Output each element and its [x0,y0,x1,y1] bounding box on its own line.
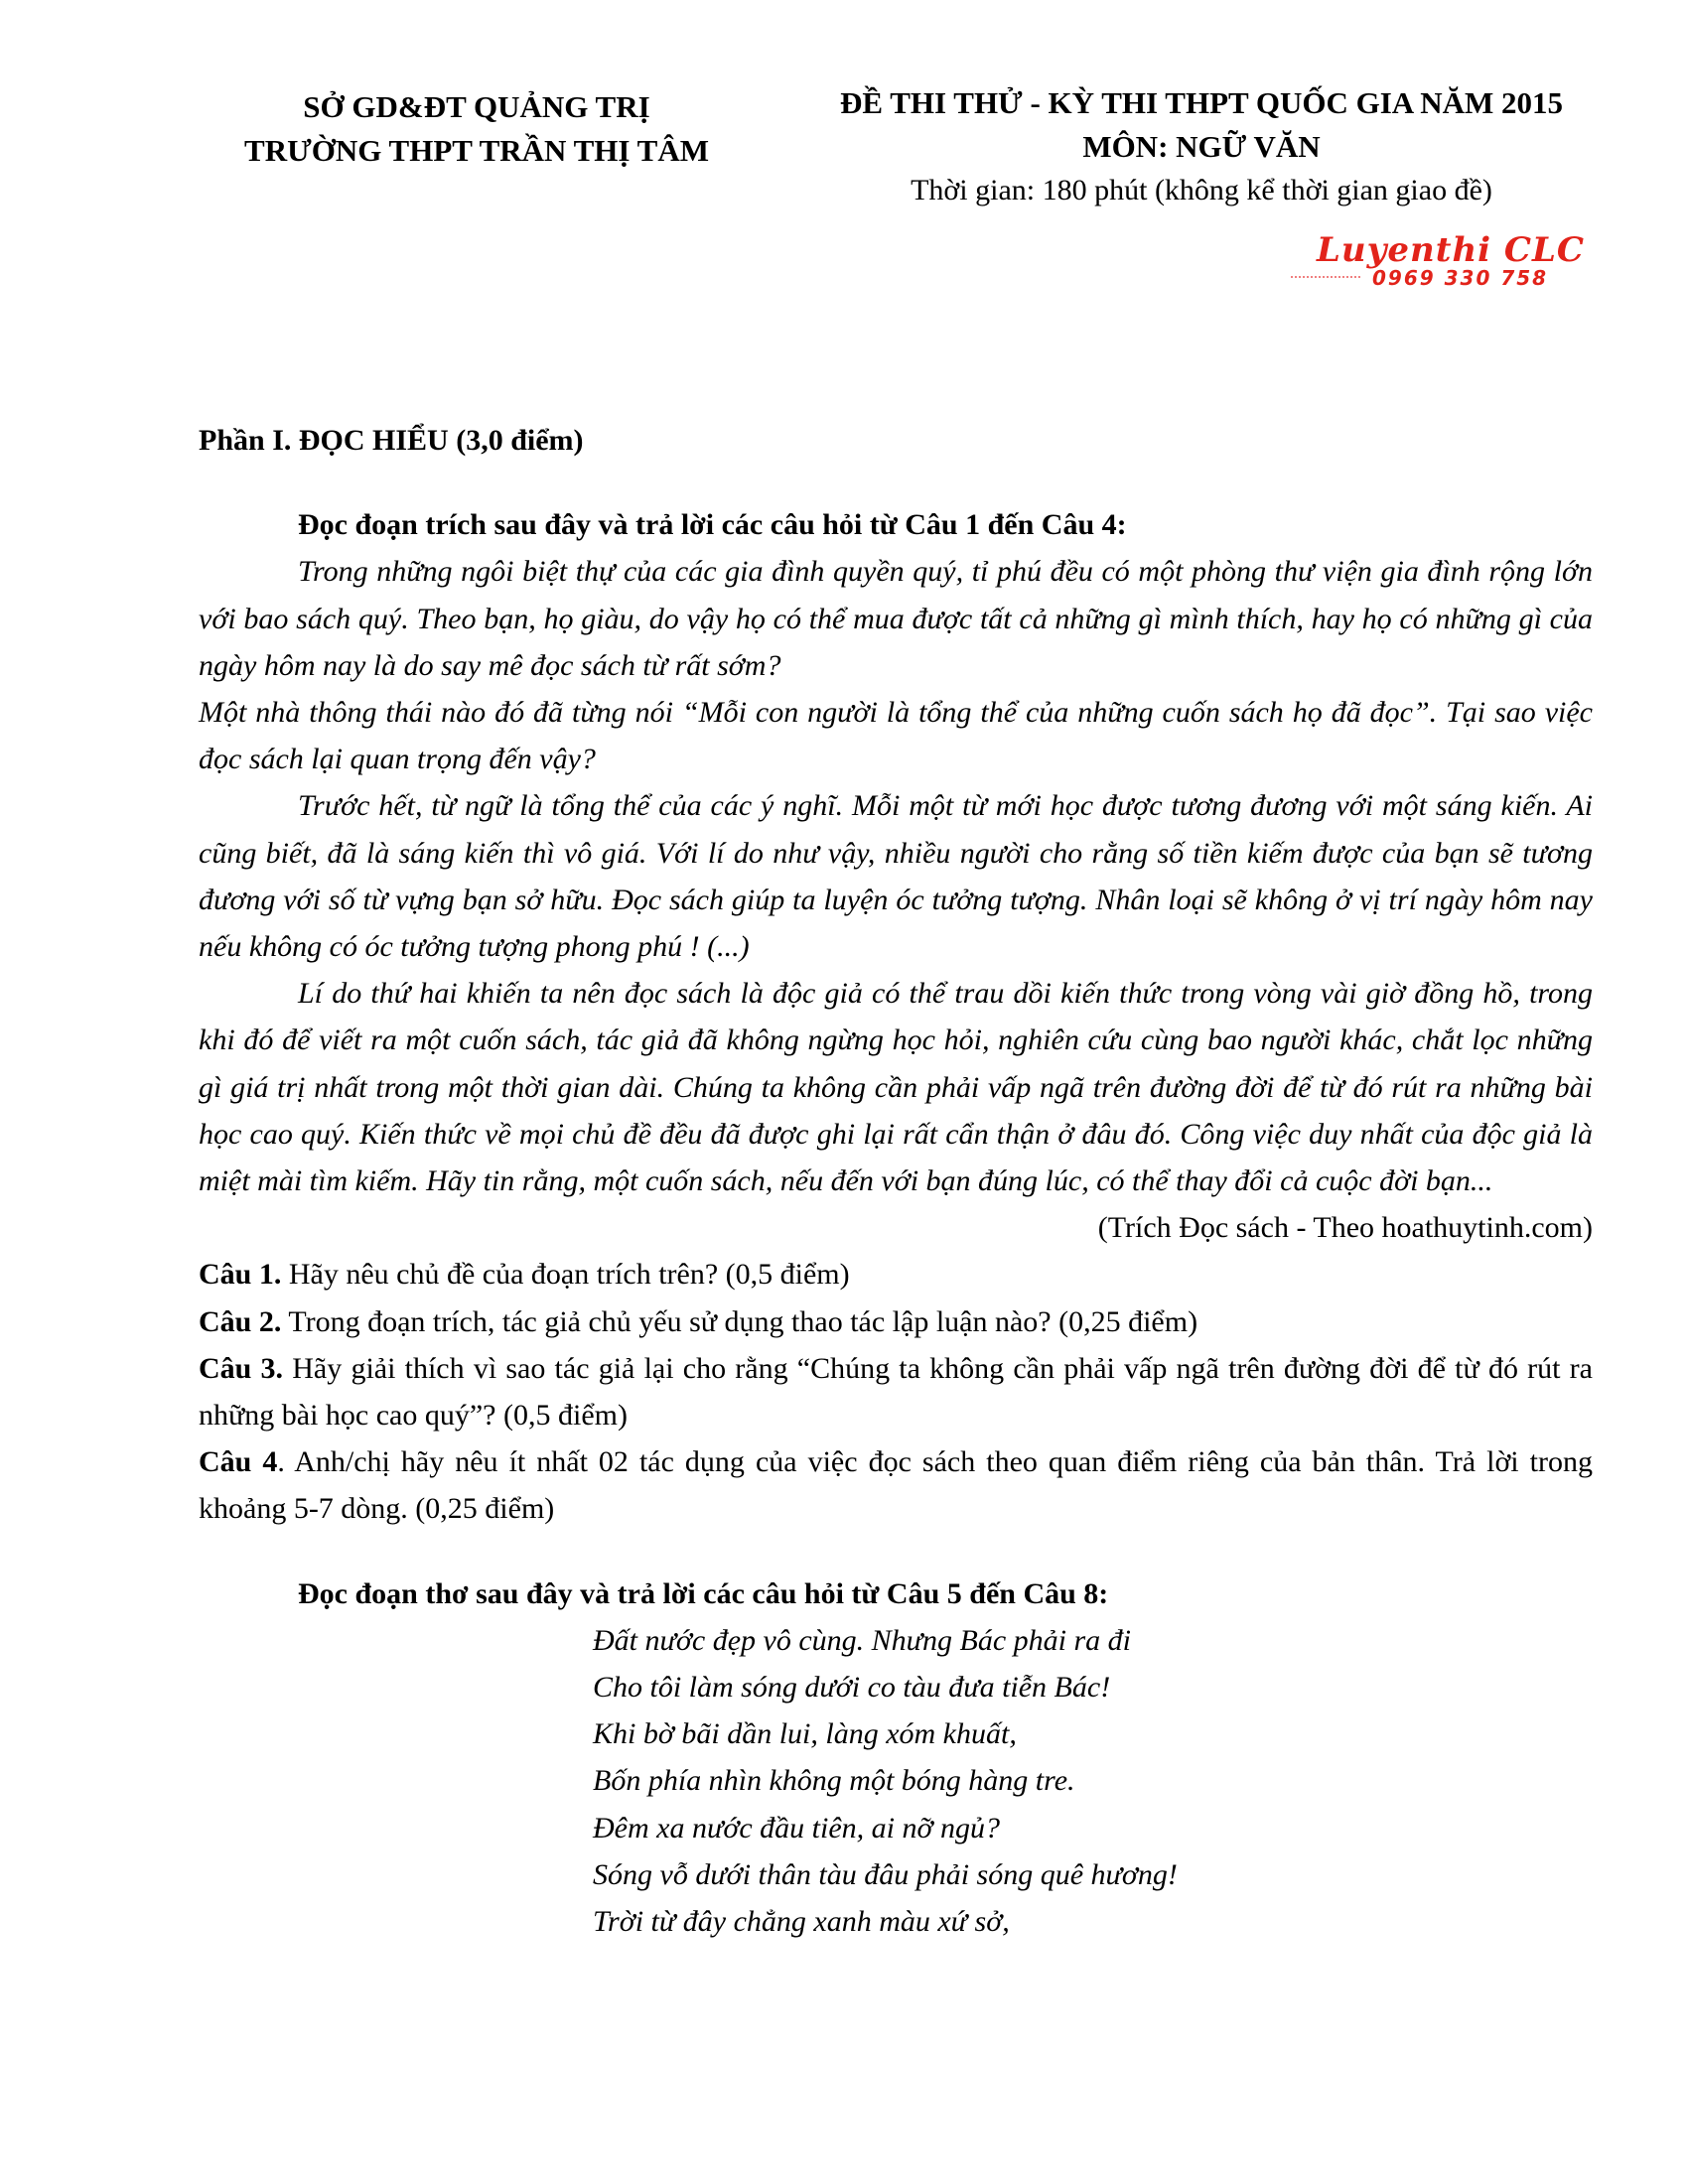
header-left [179,85,774,173]
poem-line: Đất nước đẹp vô cùng. Nhưng Bác phải ra đi [593,1623,1131,1657]
department-name: SỞ GD&ĐT QUẢNG TRỊ [303,89,650,124]
exam-duration: Thời gian: 180 phút (không kể thời gian giao đề) [911,174,1492,206]
subject-title: MÔN: NGỮ VĂN [1082,129,1321,164]
poem [199,1617,1593,1945]
question-label: Câu 3. [199,1351,284,1385]
exam-title: ĐỀ THI THỬ - KỲ THI THPT QUỐC GIA NĂM 2015 [839,85,1564,120]
poem-line: Bốn phía nhìn không một bóng hàng tre. [593,1764,1075,1798]
question-text: Hãy nêu chủ đề của đoạn trích trên? (0,5 điểm) [281,1258,850,1292]
poem-line: Trời từ đây chẳng xanh màu xứ sở, [593,1905,1010,1939]
question-text: Hãy giải thích vì sao tác giả lại cho rằng “Chúng ta không cần phải vấp ngã trên đường đời để từ đó rút ra những bài học cao quý”? (0,5 điểm) [199,1351,1593,1433]
question-text: . Anh/chị hãy nêu ít nhất 02 tác dụng của việc đọc sách theo quan điểm riêng của bản thân. Trả lời trong khoảng 5-7 dòng. (0,25 điểm) [199,1445,1593,1526]
question-4 [199,1438,1593,1532]
reading-instruction: Đọc đoạn trích sau đây và trả lời các câu hỏi từ Câu 1 đến Câu 4: [298,508,1127,542]
question-1 [199,1251,1593,1297]
reading-passage [199,548,1593,1204]
logo-brand: Luyenthi CLC [1317,230,1585,270]
poem-line: Sóng vỗ dưới thân tàu đâu phải sóng quê hương! [593,1857,1178,1891]
question-label: Câu 2. [199,1304,282,1338]
poem-line: Đêm xa nước đầu tiên, ai nỡ ngủ? [593,1811,1000,1844]
luyenthi-logo [1287,230,1615,292]
question-text: Trong đoạn trích, tác giả chủ yếu sử dụng thao tác lập luận nào? (0,25 điểm) [281,1304,1198,1338]
poem-line: Cho tôi làm sóng dưới co tàu đưa tiễn Bác! [593,1671,1111,1705]
passage-source: (Trích Đọc sách - Theo hoathuytinh.com) [1097,1211,1593,1245]
spacer [199,1533,1593,1570]
school-name: TRƯỜNG THPT TRẦN THỊ TÂM [244,133,709,168]
header-right [765,81,1638,212]
passage-paragraph: Trong những ngôi biệt thự của các gia đình quyền quý, tỉ phú đều có một phòng thư viện gia đình rộng lớn với bao sách quý. Theo bạn, họ giàu, do vậy họ có thể mua được tất cả những gì mình thích, hay họ có những gì của ngày hôm nay là do say mê đọc sách từ rất sớm? [199,555,1593,682]
exam-content [199,417,1593,1945]
question-2 [199,1298,1593,1345]
passage-paragraph: Một nhà thông thái nào đó đã từng nói “Mỗi con người là tổng thể của những cuốn sách họ đã đọc”. Tại sao việc đọc sách lại quan trọng đến vậy? [199,696,1593,776]
question-label: Câu 1. [199,1258,282,1292]
question-3 [199,1345,1593,1438]
question-label: Câu 4 [199,1445,278,1479]
section-title: Phần I. ĐỌC HIỂU (3,0 điểm) [199,424,584,457]
logo-phone: 0969 330 758 [1372,266,1549,290]
poem-line: Khi bờ bãi dần lui, làng xóm khuất, [593,1717,1017,1751]
passage-paragraph: Trước hết, từ ngữ là tổng thể của các ý nghĩ. Mỗi một từ mới học được tương đương với một sáng kiến. Ai cũng biết, đã là sáng kiến thì vô giá. Với lí do như vậy, nhiều người cho rằng số tiền kiếm được của bạn sẽ tương đương với số từ vựng bạn sở hữu. Đọc sách giúp ta luyện óc tưởng tượng. Nhân loại sẽ không ở vị trí ngày hôm nay nếu không có óc tưởng tượng phong phú ! (...) [199,789,1593,964]
passage-paragraph: Lí do thứ hai khiến ta nên đọc sách là độc giả có thể trau dồi kiến thức trong vòng vài giờ đồng hồ, trong khi đó để viết ra một cuốn sách, tác giả đã không ngừng học hỏi, nghiên cứu cùng bao người khác, chắt lọc những gì giá trị nhất trong một thời gian dài. Chúng ta không cần phải vấp ngã trên đường đời để từ đó rút ra những bài học cao quý. Kiến thức về mọi chủ đề đều đã được ghi lại rất cẩn thận ở đâu đó. Công việc duy nhất của độc giả là miệt mài tìm kiếm. Hãy tin rằng, một cuốn sách, nếu đến với bạn đúng lúc, có thể thay đổi cả cuộc đời bạn... [199,977,1593,1198]
logo-dots [1291,276,1360,278]
poem-instruction: Đọc đoạn thơ sau đây và trả lời các câu hỏi từ Câu 5 đến Câu 8: [298,1576,1109,1610]
